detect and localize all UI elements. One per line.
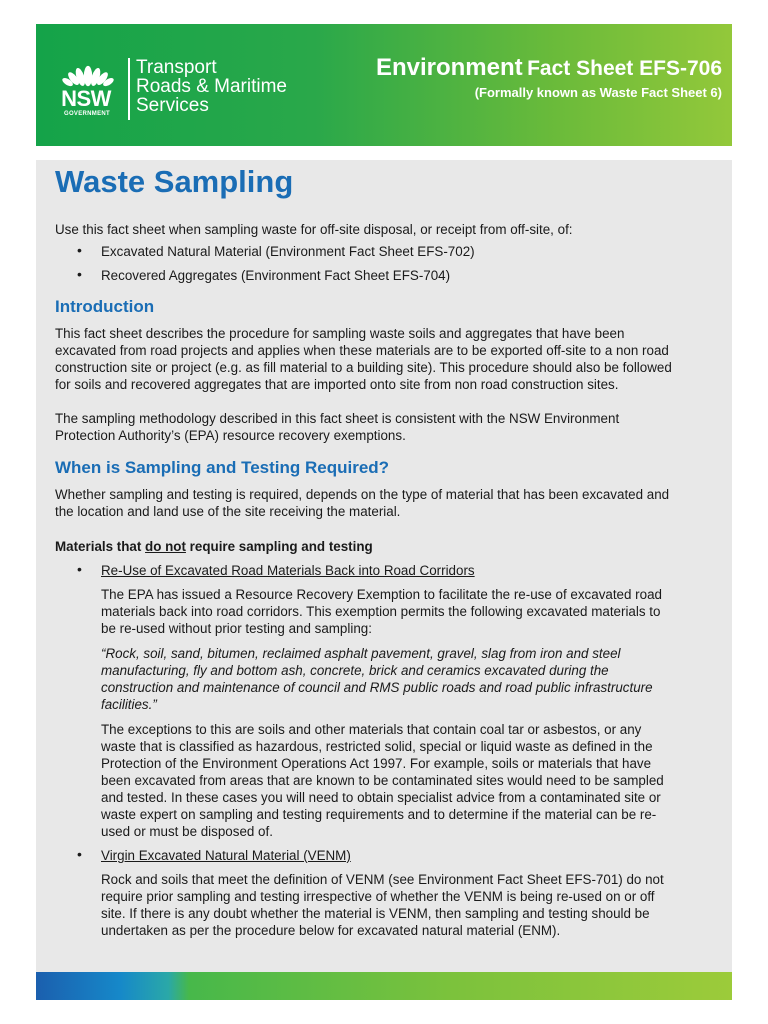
text-line: be re-used without prior testing and sampling:	[101, 621, 372, 636]
introduction-paragraph-2	[55, 410, 619, 444]
agency-line-2: Roads & Maritime	[136, 76, 287, 97]
text-line: the location and land use of the site receiving the material.	[55, 504, 401, 519]
item-1-title: Re-Use of Excavated Road Materials Back into Road Corridors	[101, 563, 475, 578]
item-2-title: Virgin Excavated Natural Material (VENM)	[101, 848, 351, 863]
text-line: for soils and recovered aggregates that are imported onto site from non road construction sites.	[55, 377, 619, 392]
text-line: “Rock, soil, sand, bitumen, reclaimed asphalt pavement, gravel, slag from iron and steel	[101, 646, 621, 661]
text-line: facilities.”	[101, 697, 157, 712]
item-2-paragraph	[101, 871, 664, 939]
page-title: Waste Sampling	[55, 164, 294, 199]
fact-sheet-subtitle: (Formally known as Waste Fact Sheet 6)	[474, 85, 722, 100]
item-1-paragraph-2	[101, 721, 664, 840]
text-line: Whether sampling and testing is required, depends on the type of material that has been excavated and	[55, 487, 670, 502]
introduction-paragraph-1	[55, 325, 672, 393]
logo-divider	[128, 58, 130, 120]
text-line: require prior sampling and testing irrespective of whether the VENM is being re-used on or off	[101, 889, 655, 904]
materials-subheading-c: require sampling and testing	[185, 539, 373, 554]
materials-subheading-a: Materials that	[55, 539, 146, 554]
text-line: This fact sheet describes the procedure for sampling waste soils and aggregates that have been	[55, 326, 625, 341]
footer-color-bar	[36, 972, 732, 1000]
intro-line: Use this fact sheet when sampling waste for off-site disposal, or receipt from off-site, of:	[55, 222, 573, 237]
text-line: been excavated from areas that are known to be contaminated sites would need to be sampled	[101, 773, 664, 788]
text-line: and tested. In these cases you will need to obtain specialist advice from a contaminated site or	[101, 790, 661, 805]
text-line: The EPA has issued a Resource Recovery Exemption to facilitate the re-use of excavated road	[101, 587, 662, 602]
agency-line-3: Services	[136, 95, 209, 116]
item-1-quote	[101, 645, 715, 713]
when-heading: When is Sampling and Testing Required?	[55, 458, 390, 477]
bullet-icon: •	[77, 846, 82, 862]
waratah-logo-icon	[58, 54, 118, 88]
text-line: waste that is classified as hazardous, restricted solid, special or liquid waste as defined in the	[101, 739, 653, 754]
materials-subheading	[55, 538, 373, 555]
text-line: materials back into road corridors. This exemption permits the following excavated materials to	[101, 604, 661, 619]
item-1-paragraph-1	[101, 586, 662, 637]
fact-sheet-title-part2: Fact Sheet EFS-706	[527, 57, 722, 80]
fact-sheet-title	[376, 54, 722, 82]
nsw-logo-text: NSW	[61, 86, 111, 111]
header-banner	[36, 24, 732, 146]
intro-bullet-1: Excavated Natural Material (Environment Fact Sheet EFS-702)	[101, 244, 475, 259]
text-line: The exceptions to this are soils and other materials that contain coal tar or asbestos, or any	[101, 722, 642, 737]
text-line: Rock and soils that meet the definition of VENM (see Environment Fact Sheet EFS-701) do not	[101, 872, 664, 887]
bullet-icon: •	[77, 242, 82, 258]
text-line: Protection of the Environment Operations Act 1997. For example, soils or materials that have	[101, 756, 652, 771]
text-line: excavated from road projects and applies when these materials are to be exported off-site to a non road	[55, 343, 669, 358]
government-logo-text: GOVERNMENT	[63, 111, 110, 117]
text-line: manufacturing, fly and bottom ash, concrete, brick and ceramics excavated during the	[101, 663, 609, 678]
text-line: Protection Authority’s (EPA) resource recovery exemptions.	[55, 428, 406, 443]
text-line: used or must be disposed of.	[101, 824, 273, 839]
text-line: undertaken as per the procedure below for excavated natural material (ENM).	[101, 923, 561, 938]
agency-line-1: Transport	[136, 57, 217, 78]
when-paragraph	[55, 486, 669, 520]
introduction-heading: Introduction	[55, 297, 155, 316]
text-line: site. If there is any doubt whether the material is VENM, then sampling and testing should be	[101, 906, 650, 921]
fact-sheet-title-part1: Environment	[375, 54, 523, 81]
materials-subheading-b: do not	[145, 539, 186, 554]
agency-name	[136, 58, 287, 115]
bullet-icon: •	[77, 561, 82, 577]
intro-bullet-2: Recovered Aggregates (Environment Fact Sheet EFS-704)	[101, 268, 451, 283]
text-line: waste expert on sampling and testing requirements and to determine if the material can be re-	[101, 807, 657, 822]
bullet-icon: •	[77, 266, 82, 282]
text-line: The sampling methodology described in this fact sheet is consistent with the NSW Environment	[55, 411, 620, 426]
text-line: construction and maintenance of council and RMS public roads and road public infrastructure	[101, 680, 653, 695]
text-line: construction site or project (e.g. as fill material to a building site). This procedure should also be followed	[55, 360, 672, 375]
